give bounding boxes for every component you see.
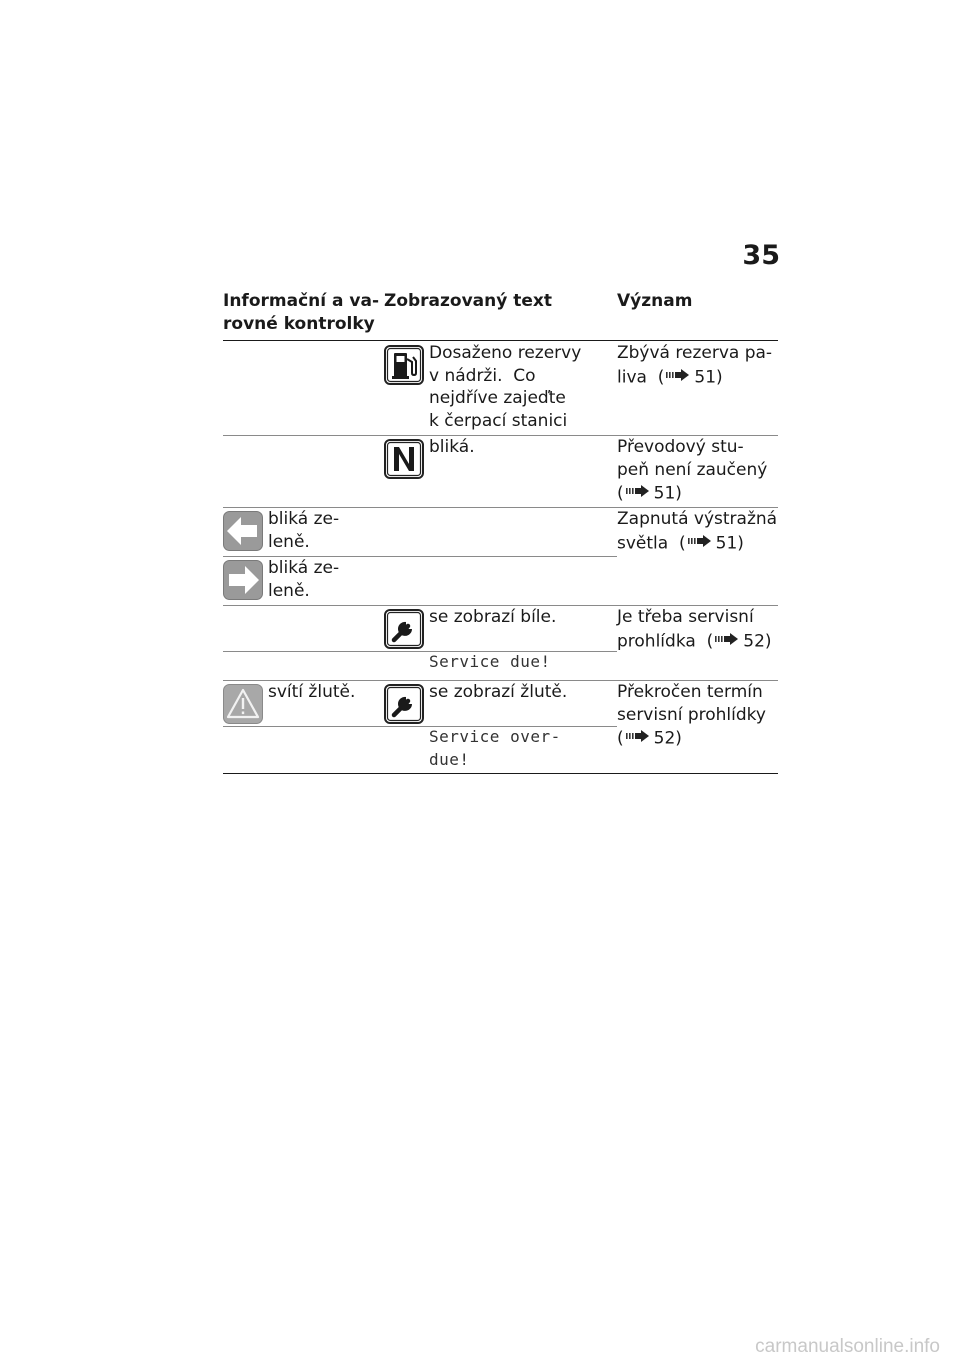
text-line: leně. <box>268 531 310 552</box>
row2-display-text <box>429 436 475 459</box>
row5-display-text <box>429 606 556 629</box>
text-line: prohlídka <box>617 630 696 651</box>
text-line: peň není zaučený <box>617 459 768 480</box>
page-reference[interactable]: 51) <box>694 366 723 387</box>
text-line: světla <box>617 532 669 553</box>
row-divider <box>223 651 617 652</box>
row6-indicator-text <box>268 681 355 704</box>
page-reference-arrow-icon <box>715 629 739 652</box>
text-line: liva <box>617 366 647 387</box>
header-display-text: Zobrazovaný text <box>384 291 553 311</box>
text-line: due! <box>429 749 470 769</box>
header-indicators <box>223 290 379 336</box>
wrench-icon <box>384 609 424 653</box>
watermark-footer[interactable]: carmanualsonline.info <box>755 1336 940 1357</box>
meaning-line-with-ref: prohlídka ( 52) <box>617 629 772 654</box>
row6-meaning <box>617 681 766 751</box>
page-reference[interactable]: 51) <box>715 532 744 553</box>
meaning-line-with-ref: ( 51) <box>617 481 767 506</box>
meaning-line-with-ref: ( 52) <box>617 726 766 751</box>
text-line: bliká ze- <box>268 509 340 529</box>
text-line: Je třeba servisní <box>617 607 754 627</box>
text-line: nejdříve zajeďte <box>429 388 566 408</box>
page-reference-arrow-icon <box>626 481 650 504</box>
neutral-gear-n-icon <box>384 439 424 483</box>
text-line: se zobrazí žlutě. <box>429 682 568 702</box>
row2-meaning <box>617 436 767 506</box>
row6-display-text <box>429 681 567 704</box>
turn-left-arrow-icon <box>223 511 263 555</box>
text-line: Service over- <box>429 727 561 746</box>
row4-indicator-text <box>268 557 339 602</box>
row6-display-message <box>429 726 561 771</box>
turn-right-arrow-icon <box>223 560 263 604</box>
header-meaning: Význam <box>617 291 693 311</box>
text-line: Zbývá rezerva pa- <box>617 343 773 363</box>
text-line: Převodový stu- <box>617 437 744 457</box>
text-line: Překročen termín <box>617 682 763 702</box>
row5-display-message: Service due! <box>429 652 551 671</box>
page-reference[interactable]: 51) <box>653 483 682 504</box>
row3-indicator-text <box>268 508 339 553</box>
table-bottom-rule <box>223 773 778 774</box>
page-number: 35 <box>742 240 780 271</box>
text-line: se zobrazí bíle. <box>429 607 557 627</box>
text-line: Zapnutá výstražná <box>617 509 778 529</box>
page-reference-arrow-icon <box>666 365 690 388</box>
text-line: bliká. <box>429 437 475 457</box>
header-indicators-line1: Informační a va- <box>223 291 379 311</box>
header-rule <box>223 340 778 341</box>
text-line: svítí žlutě. <box>268 682 356 702</box>
page-reference-arrow-icon <box>626 726 650 749</box>
meaning-line-with-ref: liva ( 51) <box>617 365 772 390</box>
page-reference[interactable]: 52) <box>743 630 772 651</box>
meaning-line-with-ref: světla ( 51) <box>617 531 777 556</box>
text-line: k čerpací stanici <box>429 410 568 431</box>
text-line: leně. <box>268 580 310 601</box>
header-indicators-line2: rovné kontrolky <box>223 314 375 334</box>
row1-meaning <box>617 342 772 389</box>
warning-triangle-icon <box>223 684 263 728</box>
text-line: bliká ze- <box>268 558 340 578</box>
text-line: servisní prohlídky <box>617 704 766 725</box>
wrench-icon <box>384 684 424 728</box>
fuel-pump-icon <box>384 345 424 389</box>
row5-meaning <box>617 606 772 653</box>
page-reference[interactable]: 52) <box>653 728 682 749</box>
row1-display-text <box>429 342 581 432</box>
row3-meaning <box>617 508 777 555</box>
text-line: v nádrži. Co <box>429 365 536 386</box>
page-reference-arrow-icon <box>688 531 712 554</box>
text-line: Dosaženo rezervy <box>429 343 582 363</box>
